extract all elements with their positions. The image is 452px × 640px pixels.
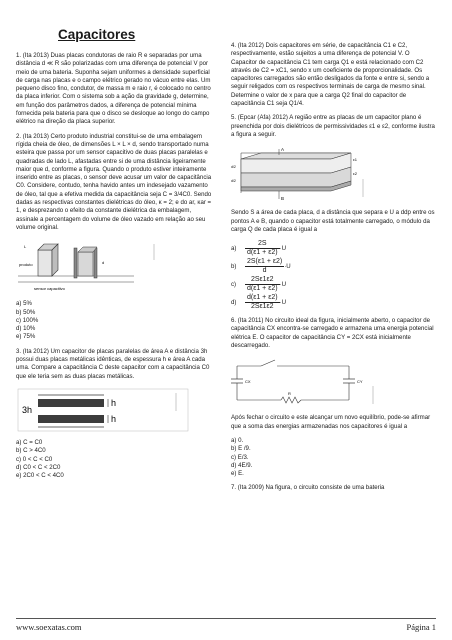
label-sensor: sensor capacitivo (34, 286, 65, 292)
fraction-5d-num: d(ε1 + ε2) (247, 294, 278, 302)
label-B: B (281, 196, 285, 202)
fraction-5c-den: d(ε1 + ε2) (247, 285, 278, 293)
option-6a[interactable]: a) 0. (231, 436, 244, 444)
fraction-5b-num: 2S(ε1 + ε2) (247, 258, 283, 266)
footer-divider (16, 618, 436, 619)
fraction-5d-den: 2Sε1ε2 (250, 303, 274, 311)
fraction-5c-num: 2Sε1ε2 (245, 276, 280, 285)
label-L: L (24, 244, 27, 250)
option-5a[interactable] (231, 240, 436, 257)
label-h-bottom: h (111, 413, 117, 424)
label-3h: 3h (22, 404, 33, 415)
option-5b[interactable] (231, 258, 436, 275)
question-5-after: Sendo S a área de cada placa, d a distância que separa e U a ddp entre os pontos A e B, quando o capacitor está totalmente carregado, o módulo da carga Q de cada placa é igual a (231, 209, 435, 233)
footer-page-number: Página 1 (406, 622, 436, 632)
label-d-half-1: d/2 (231, 165, 236, 170)
option-2e[interactable]: e) 75% (16, 333, 36, 341)
fraction-5b-den: d (262, 267, 267, 275)
circuit-diagram (231, 356, 381, 408)
fraction-5a-num: 2S (245, 240, 280, 249)
fraction-5a-den: d(ε1 + ε2) (247, 249, 278, 257)
fraction-5d (245, 294, 280, 311)
u-factor-5c: ·U (279, 280, 286, 288)
option-3c[interactable]: c) 0 < C < C0 (16, 455, 53, 463)
option-2c[interactable]: c) 100% (16, 316, 39, 324)
question-5-text: 5. (Epcar (Afa) 2012) A região entre as placas de um capacitor plano é preenchida por dois dielétricos de permissividades ε1 e ε2, conforme ilustra a figura a seguir. (231, 114, 435, 138)
left-column (16, 52, 212, 486)
footer-url[interactable]: www.soexatas.com (16, 622, 82, 632)
option-6c[interactable]: c) E/3. (231, 453, 249, 461)
option-5c-label: c) (231, 280, 237, 288)
u-factor-5d: ·U (279, 298, 286, 306)
plates-diagram (16, 387, 212, 433)
label-eps1: ε1 (353, 157, 358, 163)
question-6-text: 6. (Ita 2011) No circuito ideal da figura, inicialmente aberto, o capacitor de capacitância CX encontra-se carregado e armazena uma energia potencial elétrica E. O capacitor de capacitância CY = 2CX está inicialmente descarregado. (231, 317, 434, 350)
question-5-options (231, 240, 436, 311)
option-2b[interactable]: b) 50% (16, 308, 36, 316)
option-3e[interactable]: e) 2C0 < C < 4C0 (16, 472, 64, 480)
option-6b[interactable]: b) E /9. (231, 445, 251, 453)
label-r: R (288, 391, 291, 397)
fraction-5a (245, 240, 280, 257)
option-3b[interactable]: b) C > 4C0 (16, 447, 46, 455)
option-5d-label: d) (231, 298, 237, 306)
sensor-diagram (16, 238, 166, 294)
label-h-top: h (111, 397, 117, 408)
option-3d[interactable]: d) C0 < C < 2C0 (16, 463, 61, 471)
question-6-after: Após fechar o circuito e este alcançar um novo equilíbrio, pode-se afirmar que a soma das energias armazenadas nos capacitores é igual a (231, 414, 431, 430)
question-7: 7. (Ita 2009) Na figura, o circuito consiste de uma bateria (231, 484, 385, 492)
option-2d[interactable]: d) 10% (16, 325, 36, 333)
option-5c[interactable] (231, 276, 436, 293)
question-2-options (16, 300, 212, 341)
question-1: 1. (Ita 2013) Duas placas condutoras de raio R e separadas por uma distância d ≪ R são polarizadas com uma diferença de potencial V por meio de uma bateria. Suponha sejam uniformes a densidade superficial de carga nas placas e o campo elétrico gerado no vácuo entre elas. Um pequeno disco fino, condutor, de massa m e raio r, é colocado no centro da placa inferior. Com o sistema sob a ação da gravidade g, determine, em função dos parâmetros dados, a diferença de potencial mínima fornecida pela bateria para que o disco se desloque ao longo do campo elétrico na direção da placa superior. (16, 52, 211, 126)
label-eps2: ε2 (353, 171, 358, 177)
label-d: d (102, 260, 105, 266)
label-d-half-2: d/2 (231, 179, 236, 184)
option-6d[interactable]: d) 4E/9. (231, 461, 253, 469)
figure-plates (16, 387, 212, 433)
question-3-text: 3. (Ita 2012) Um capacitor de placas paralelas de área A e distância 3h possui duas placas metálicas idênticas, de espessura h e área A cada uma. Compare a capacitância C deste capacitor com a capacitância C0 que ele teria sem as duas placas metálicas. (16, 347, 210, 380)
fraction-5c (245, 276, 280, 293)
label-cy: CY (357, 379, 363, 385)
figure-circuit (231, 356, 436, 408)
question-4: 4. (Ita 2012) Dois capacitores em série, de capacitância C1 e C2, respectivamente, estão sujeitos a uma diferença de potencial V. O Capacitor de capacitância C1 tem carga Q1 e está relacionado com C2 através de C2 = xC1, sendo x um coeficiente de proporcionalidade. Os capacitores carregados são então desligados da fonte e entre si, sendo a seguir religados com os respectivos terminais de carga de mesmo sinal. Determine o valor de x para que a carga Q2 final do capacitor de capacitância C1 seja Q1/4. (231, 42, 430, 108)
page-title: Capacitores (58, 27, 136, 42)
dielectric-diagram (231, 145, 371, 203)
figure-dielectric (231, 145, 436, 203)
label-cx: CX (245, 379, 251, 385)
u-factor-5a: ·U (279, 244, 286, 252)
option-6e[interactable]: e) E. (231, 470, 244, 478)
label-product: produto (19, 262, 33, 268)
question-3-options (16, 439, 212, 480)
option-5d[interactable] (231, 294, 436, 311)
fraction-5b (245, 258, 284, 275)
figure-sensor (16, 238, 212, 294)
option-5b-label: b) (231, 262, 237, 270)
question-2-text: 2. (Ita 2013) Certo produto industrial constitui-se de uma embalagem rígida cheia de óleo, de dimensões L × L × d, sendo transportado numa esteira que passa por um sensor capacitivo de duas placas paralelas e quadradas de lado L, afastadas entre si de uma distância ligeiramente maior que d, conforme a figura. Quando o produto estiver inteiramente inserido entre as placas, o sensor deve acusar um valor de capacitância C0. Considere, contudo, tenha havido antes um indesejado vazamento de óleo, tal que a efetiva medida da capacitância seja C = 3/4C0. Sendo dadas as respectivas constantes dielétricas do óleo, κ = 2; e do ar, κar = 1, e desprezando o efeito da constante dielétrica da embalagem, assinale a percentagem do volume de óleo vazado em relação ao seu volume original. (16, 132, 212, 231)
right-column (231, 42, 436, 499)
option-3a[interactable]: a) C = C0 (16, 438, 43, 446)
u-factor-5b: ·U (284, 262, 291, 270)
option-5a-label: a) (231, 244, 237, 252)
label-A: A (281, 147, 285, 153)
option-2a[interactable]: a) 5% (16, 300, 32, 308)
question-6-options (231, 437, 436, 478)
